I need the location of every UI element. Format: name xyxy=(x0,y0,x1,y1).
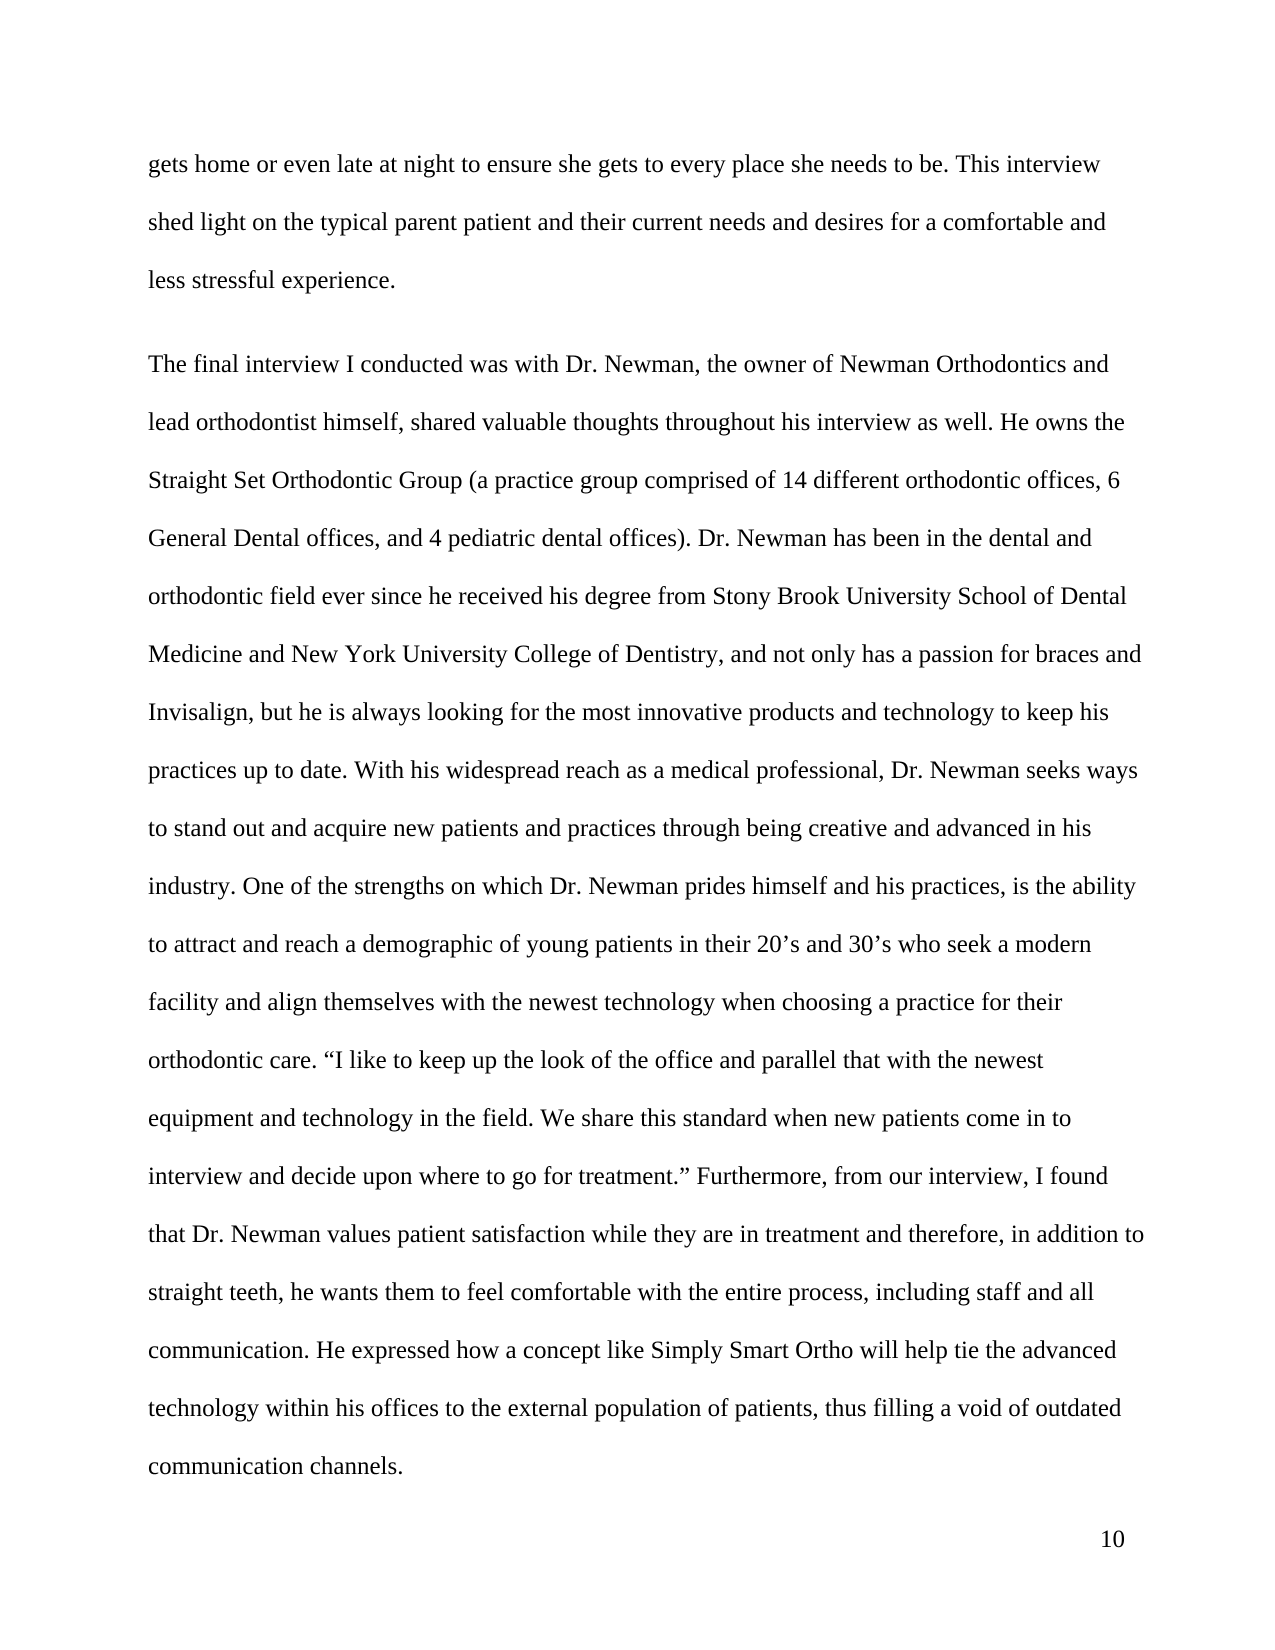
paragraph-dr-newman-interview: The final interview I conducted was with Dr. Newman, the owner of Newman Orthodontics and lead orthodontist himself, shared valuable thoughts throughout his interview as well. He owns the Straight Set Orthodontic Group (a practice group comprised of 14 different orthodontic offices, 6 General Dental offices, and 4 pediatric dental offices). Dr. Newman has been in the dental and orthodontic field ever since he received his degree from Stony Brook University School of Dental Medicine and New York University College of Dentistry, and not only has a passion for braces and Invisalign, but he is always looking for the most innovative products and technology to keep his practices up to date. With his widespread reach as a medical professional, Dr. Newman seeks ways to stand out and acquire new patients and practices through being creative and advanced in his industry. One of the strengths on which Dr. Newman prides himself and his practices, is the ability to attract and reach a demographic of young patients in their 20’s and 30’s who seek a modern facility and align themselves with the newest technology when choosing a practice for their orthodontic care. “I like to keep up the look of the office and parallel that with the newest equipment and technology in the field. We share this standard when new patients come in to interview and decide upon where to go for treatment.” Furthermore, from our interview, I found that Dr. Newman values patient satisfaction while they are in treatment and therefore, in addition to straight teeth, he wants them to feel comfortable with the entire process, including staff and all communication. He expressed how a concept like Simply Smart Ortho will help tie the advanced technology within his offices to the external population of patients, thus filling a void of outdated communication channels. xyxy=(148,351,1145,1480)
paragraph-interview-summary: gets home or even late at night to ensure she gets to every place she needs to be. This interview shed light on the typical parent patient and their current needs and desires for a comfortable and less stressful experience. xyxy=(148,151,1106,294)
document-body-text xyxy=(148,136,1148,1522)
page-number: 10 xyxy=(1100,1526,1125,1553)
